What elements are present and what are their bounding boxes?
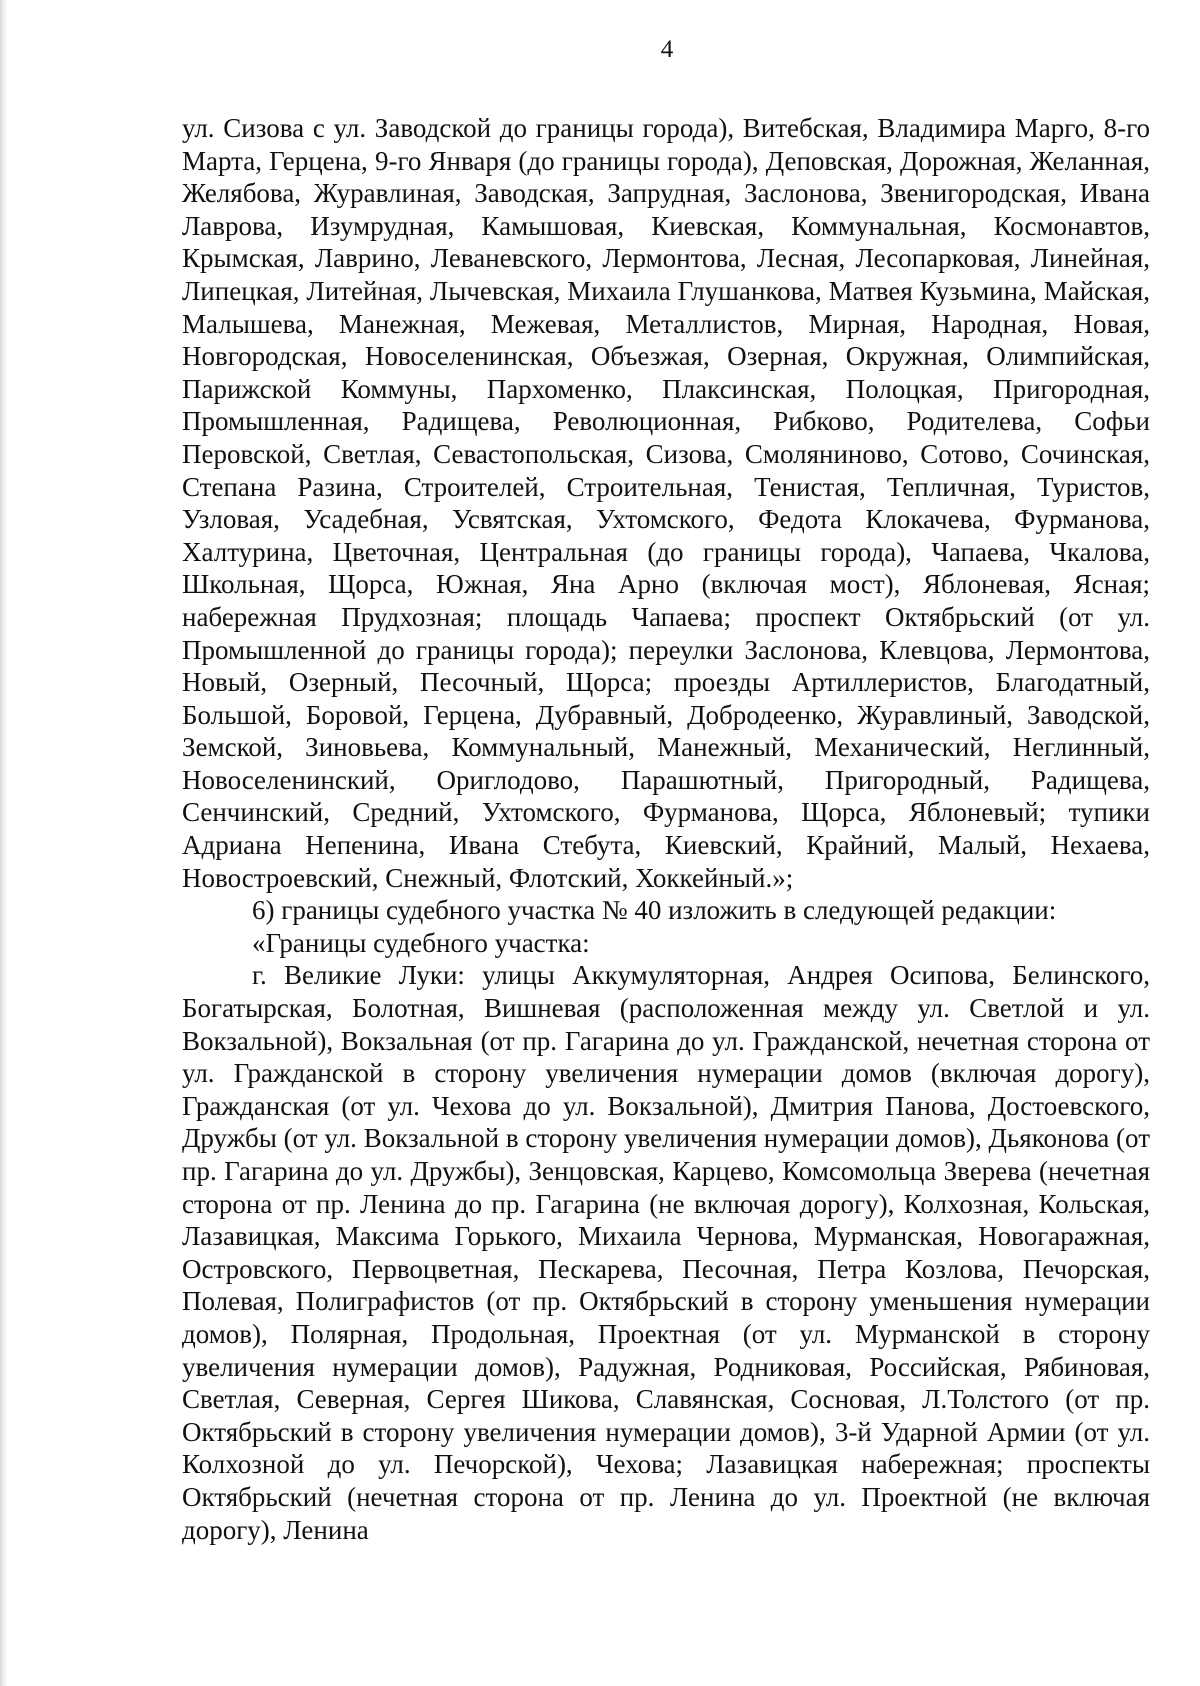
paragraph-item-6: 6) границы судебного участка № 40 изложить в следующей редакции:: [252, 895, 1057, 926]
scan-edge-shadow: [0, 0, 8, 1686]
paragraph-street-list-continued: ул. Сизова с ул. Заводской до границы города), Витебская, Владимира Марго, 8-го Марта, Герцена, 9-го Января (до границы города), Деповская, Дорожная, Желанная, Желябова, Журавлиная, Заводская, Запрудная, Заслонова, Звенигородская, Ивана Лаврова, Изумрудная, Камышовая, Киевская, Коммунальная, Космонавтов, Крымская, Лаврино, Леваневского, Лермонтова, Лесная, Лесопарковая, Линейная, Липецкая, Литейная, Лычевская, Михаила Глушанкова, Матвея Кузьмина, Майская, Малышева, Манежная, Межевая, Металлистов, Мирная, Народная, Новая, Новгородская, Новоселенинская, Объезжая, Озерная, Окружная, Олимпийская, Парижской Коммуны, Пархоменко, Плаксинская, Полоцкая, Пригородная, Промышленная, Радищева, Революционная, Рибково, Родителева, Софьи Перовской, Светлая, Севастопольская, Сизова, Смоляниново, Сотово, Сочинская, Степана Разина, Строителей, Строительная, Тенистая, Тепличная, Туристов, Узловая, Усадебная, Усвятская, Ухтомского, Федота Клокачева, Фурманова, Халтурина, Цветочная, Центральная (до границы города), Чапаева, Чкалова, Школьная, Щорса, Южная, Яна Арно (включая мост), Яблоневая, Ясная; набережная Прудхозная; площадь Чапаева; проспект Октябрьский (от ул. Промышленной до границы города); переулки Заслонова, Клевцова, Лермонтова, Новый, Озерный, Песочный, Щорса; проезды Артиллеристов, Благодатный, Большой, Боровой, Герцена, Дубравный, Добродеенко, Журавлиный, Заводской, Земской, Зиновьева, Коммунальный, Манежный, Механический, Неглинный, Новоселенинский, Ориглодово, Парашютный, Пригородный, Радищева, Сенчинский, Средний, Ухтомского, Фурманова, Щорса, Яблоневый; тупики Адриана Непенина, Ивана Стебута, Киевский, Крайний, Малый, Нехаева, Новостроевский, Снежный, Флотский, Хоккейный.»;: [182, 113, 1150, 893]
paragraph-boundaries-heading: «Границы судебного участка:: [252, 927, 590, 958]
paragraph-velikie-luki-streets: г. Великие Луки: улицы Аккумуляторная, Андрея Осипова, Белинского, Богатырская, Болотная, Вишневая (расположенная между ул. Светлой и ул. Вокзальной), Вокзальная (от пр. Гагарина до ул. Гражданской, нечетная сторона от ул. Гражданской в сторону увеличения нумерации домов (включая дорогу), Гражданская (от ул. Чехова до ул. Вокзальной), Дмитрия Панова, Достоевского, Дружбы (от ул. Вокзальной в сторону увеличения нумерации домов), Дьяконова (от пр. Гагарина до ул. Дружбы), Зенцовская, Карцево, Комсомольца Зверева (нечетная сторона от пр. Ленина до пр. Гагарина (не включая дорогу), Колхозная, Кольская, Лазавицкая, Максима Горького, Михаила Чернова, Мурманская, Новогаражная, Островского, Первоцветная, Пескарева, Песочная, Петра Козлова, Печорская, Полевая, Полиграфистов (от пр. Октябрьский в сторону уменьшения нумерации домов), Полярная, Продольная, Проектная (от ул. Мурманской в сторону увеличения нумерации домов), Радужная, Родниковая, Российская, Рябиновая, Светлая, Северная, Сергея Шикова, Славянская, Сосновая, Л.Толстого (от пр. Октябрьский в сторону увеличения нумерации домов), 3-й Ударной Армии (от ул. Колхозной до ул. Печорской), Чехова; Лазавицкая набережная; проспекты Октябрьский (нечетная сторона от пр. Ленина до ул. Проектной (не включая дорогу), Ленина: [182, 960, 1150, 1545]
page-number: 4: [660, 36, 674, 63]
document-body: [182, 112, 1150, 1546]
